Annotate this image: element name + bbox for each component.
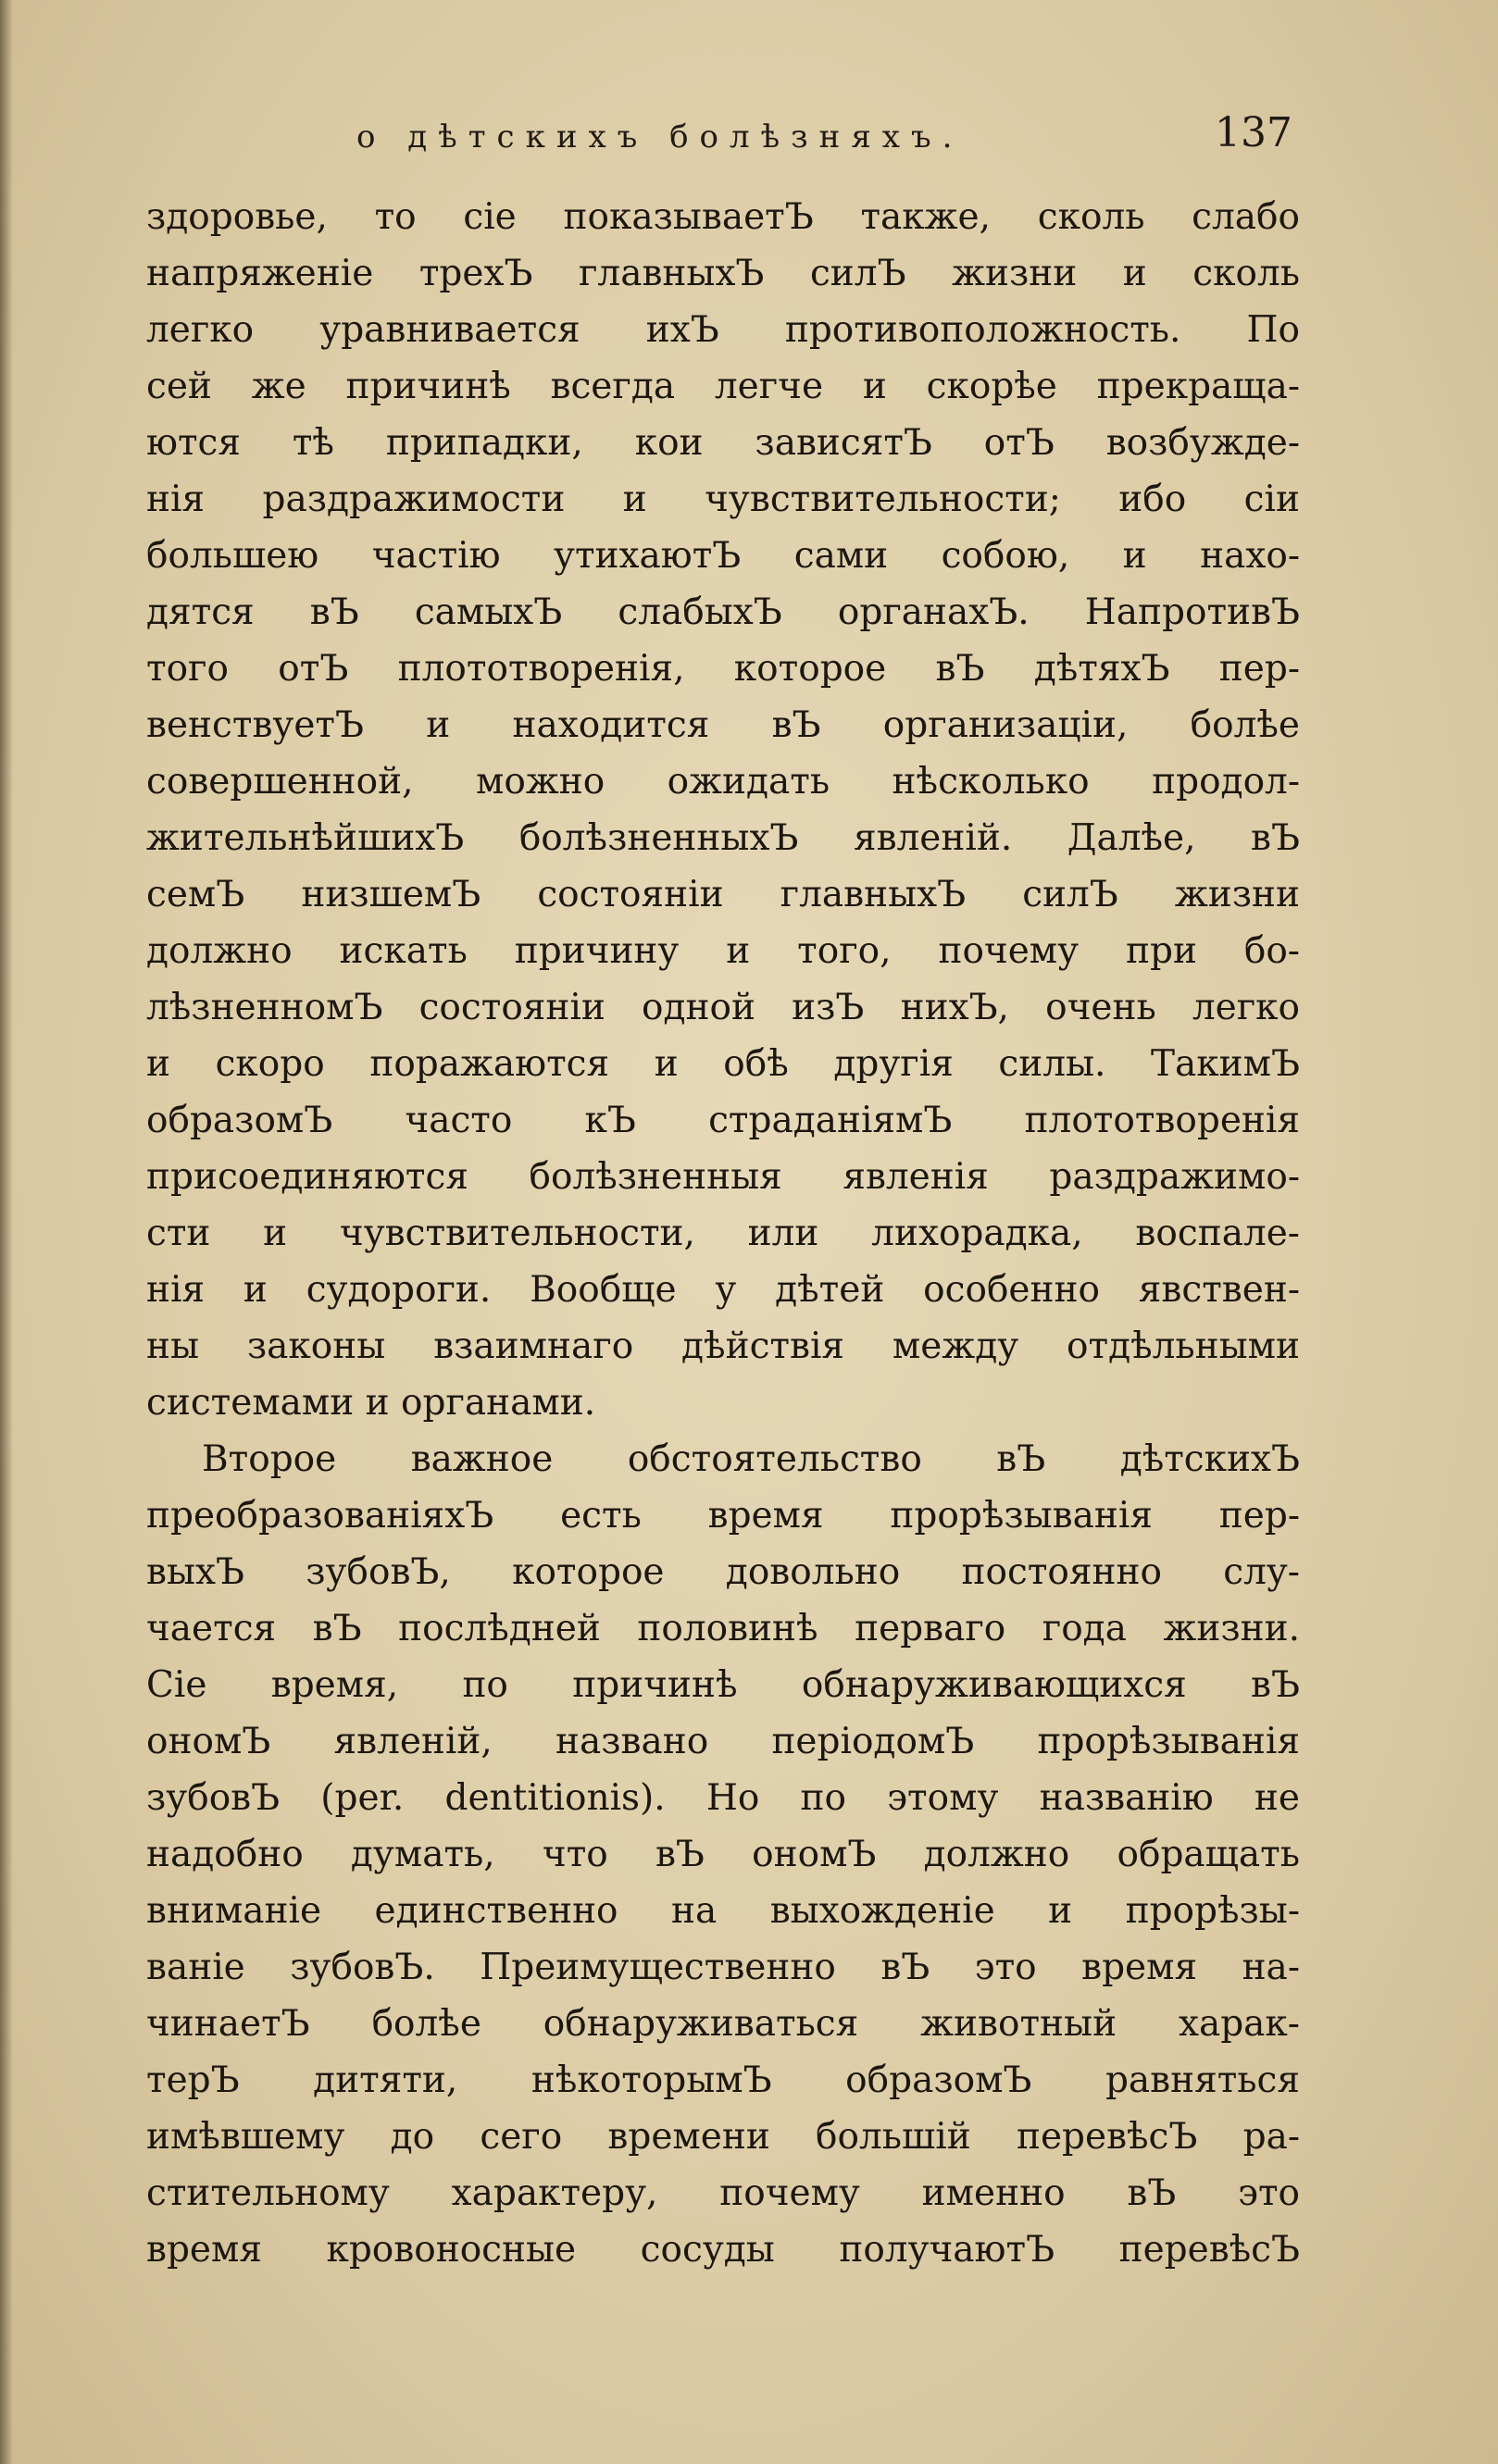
body-text: [146, 189, 1300, 2278]
text-line: выхЪ зубовЪ, которое довольно постоянно слу-: [146, 1551, 1300, 1593]
text-line: ваніе зубовЪ. Преимущественно вЪ это время на-: [146, 1947, 1300, 1988]
text-line: вниманіе единственно на выхожденіе и прорѣзы-: [146, 1890, 1300, 1932]
text-line: имѣвшему до сего времени большій перевѣсЪ ра-: [146, 2116, 1300, 2158]
text-line: большею частію утихаютЪ сами собою, и нахо-: [146, 535, 1300, 577]
text-line: напряженіе трехЪ главныхЪ силЪ жизни и сколь: [146, 253, 1300, 294]
text-line: семЪ низшемЪ состояніи главныхЪ силЪ жизни: [146, 874, 1300, 915]
text-line: жительнѣйшихЪ болѣзненныхЪ явленій. Далѣе, вЪ: [146, 817, 1300, 859]
text-line: и скоро поражаются и обѣ другія силы. ТакимЪ: [146, 1043, 1300, 1085]
text-line: стительному характеру, почему именно вЪ это: [146, 2172, 1300, 2214]
text-line: венствуетЪ и находится вЪ организаціи, болѣе: [146, 704, 1300, 746]
text-line: ономЪ явленій, названо періодомЪ прорѣзыванія: [146, 1721, 1300, 1762]
text-line: чается вЪ послѣдней половинѣ перваго года жизни.: [146, 1608, 1300, 1649]
paragraph-end-line: системами и органами.: [146, 1382, 596, 1424]
text-line: Сіе время, по причинѣ обнаруживающихся вЪ: [146, 1664, 1300, 1706]
text-line: лѣзненномЪ состояніи одной изЪ нихЪ, очень легко: [146, 987, 1300, 1028]
text-line: должно искать причину и того, почему при бо-: [146, 930, 1300, 972]
text-line: образомЪ часто кЪ страданіямЪ плототворенія: [146, 1100, 1300, 1141]
text-line: зубовЪ (per. dentitionis). Но по этому названію не: [146, 1777, 1300, 1819]
text-line: время кровоносные сосуды получаютЪ перевѣсЪ: [146, 2229, 1300, 2271]
paragraph-start-line: Второе важное обстоятельство вЪ дѣтскихЪ: [202, 1438, 1300, 1480]
text-line: ются тѣ припадки, кои зависятЪ отЪ возбужде-: [146, 422, 1300, 464]
text-line: здоровье, то сіе показываетЪ также, сколь слабо: [146, 196, 1300, 238]
text-line: ны законы взаимнаго дѣйствія между отдѣльными: [146, 1325, 1300, 1367]
text-line: терЪ дитяти, нѣкоторымЪ образомЪ равняться: [146, 2060, 1300, 2101]
page-edge-shadow: [0, 0, 13, 2464]
text-line: чинаетЪ болѣе обнаруживаться животный харак-: [146, 2003, 1300, 2045]
text-line: нія и судороги. Вообще у дѣтей особенно явствен-: [146, 1269, 1300, 1311]
page-number: 137: [1215, 109, 1292, 156]
text-line: дятся вЪ самыхЪ слабыхЪ органахЪ. НапротивЪ: [146, 591, 1300, 633]
text-line: сей же причинѣ всегда легче и скорѣе прекраща-: [146, 366, 1300, 407]
text-line: совершенной, можно ожидать нѣсколько продол-: [146, 761, 1300, 803]
running-head: о дѣтскихъ болѣзняхъ.: [356, 118, 964, 156]
text-line: присоединяются болѣзненныя явленія раздражимо-: [146, 1156, 1300, 1198]
text-line: сти и чувствительности, или лихорадка, воспале-: [146, 1213, 1300, 1254]
text-line: преобразованіяхЪ есть время прорѣзыванія пер-: [146, 1495, 1300, 1537]
text-line: нія раздражимости и чувствительности; ибо сіи: [146, 479, 1300, 520]
text-line: легко уравнивается ихЪ противоположность. По: [146, 309, 1300, 351]
text-line: надобно думать, что вЪ ономЪ должно обращать: [146, 1834, 1300, 1875]
text-line: того отЪ плототворенія, которое вЪ дѣтяхЪ пер-: [146, 648, 1300, 690]
